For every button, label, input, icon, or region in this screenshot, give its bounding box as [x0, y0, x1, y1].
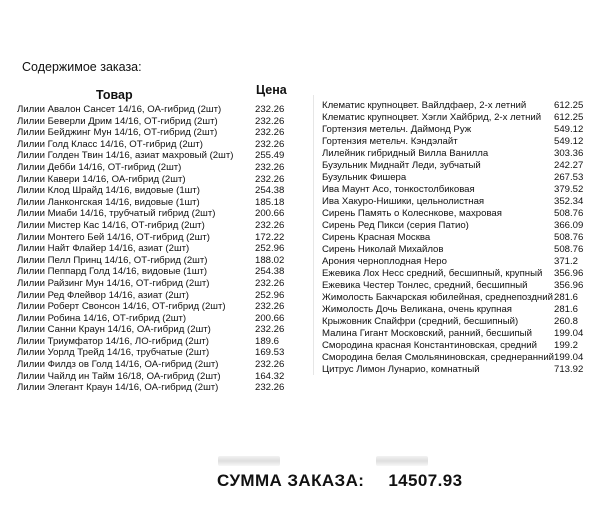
item-price: 232.26	[255, 127, 285, 139]
list-item	[17, 347, 297, 359]
list-item	[17, 266, 297, 278]
item-name: Ежевика Лох Несс средний, бесшипный, крупный	[322, 268, 543, 279]
list-item	[322, 196, 584, 208]
list-item	[17, 301, 297, 313]
list-item	[17, 232, 297, 244]
item-price: 232.26	[255, 219, 285, 231]
item-name: Жимолость Дочь Великана, очень крупная	[322, 304, 512, 315]
list-item	[17, 174, 297, 186]
item-name: Лилии Филдз ов Голд 14/16, ОА-гибрид (2шт)	[17, 359, 219, 371]
item-price: 254.38	[255, 185, 285, 197]
item-name: Ива Маунт Асо, тонкостолбиковая	[322, 184, 475, 195]
list-item	[322, 256, 584, 268]
left-item-list	[17, 104, 297, 394]
list-item	[322, 244, 584, 256]
item-price: 164.32	[255, 370, 285, 382]
item-name: Лилии Мистер Кас 14/16, ОТ-гибрид (2шт)	[17, 219, 205, 231]
item-name: Лилии Клод Шрайд 14/16, видовые (1шт)	[17, 185, 200, 197]
item-name: Малина Гигант Московский, ранний, бесшипый	[322, 328, 532, 339]
list-item	[17, 208, 297, 220]
list-item	[17, 185, 297, 197]
list-item	[322, 352, 584, 364]
list-item	[17, 313, 297, 325]
item-price: 612.25	[554, 112, 584, 123]
list-item	[322, 268, 584, 280]
list-item	[322, 184, 584, 196]
item-name: Клематис крупноцвет. Хэгли Хайбрид, 2-х летний	[322, 112, 542, 123]
list-item	[322, 280, 584, 292]
item-price: 252.96	[255, 243, 285, 255]
item-price: 232.26	[255, 104, 285, 115]
list-item	[322, 304, 584, 316]
item-price: 356.96	[554, 268, 584, 279]
list-item	[17, 104, 297, 116]
item-name: Лилии Дебби 14/16, ОТ-гибрид (2шт)	[17, 161, 182, 173]
item-name: Лилии Найт Флайер 14/16, азиат (2шт)	[17, 243, 190, 255]
item-name: Лилии Ланконгская 14/16, видовые (1шт)	[17, 196, 200, 208]
scan-smudge	[218, 456, 280, 466]
item-price: 199.04	[554, 352, 584, 363]
item-price: 232.26	[255, 277, 285, 289]
list-item	[322, 292, 584, 304]
item-name: Сирень Память о Колеснкове, махровая	[322, 208, 502, 219]
list-item	[17, 324, 297, 336]
list-item	[17, 116, 297, 128]
list-item	[322, 160, 584, 172]
list-item	[322, 124, 584, 136]
item-price: 232.26	[255, 138, 285, 150]
item-price: 508.76	[554, 232, 584, 243]
item-name: Лилии Голд Класс 14/16, ОТ-гибрид (2шт)	[17, 138, 203, 150]
item-price: 356.96	[554, 280, 584, 291]
list-item	[322, 328, 584, 340]
list-item	[17, 371, 297, 383]
item-price: 199.04	[554, 328, 584, 339]
item-price: 232.26	[255, 382, 285, 394]
item-price: 232.26	[255, 301, 285, 313]
item-name: Лилии Голден Твин 14/16, азиат махровый (2шт)	[17, 150, 234, 162]
item-name: Гортензия метельч. Кэндэлайт	[322, 136, 458, 147]
item-name: Ежевика Честер Тонлес, средний, бесшипный	[322, 280, 528, 291]
item-price: 549.12	[554, 136, 584, 147]
list-item	[17, 150, 297, 162]
item-price: 371.2	[554, 256, 579, 267]
list-item	[322, 220, 584, 232]
item-price: 508.76	[554, 244, 584, 255]
item-name: Клематис крупноцвет. Вайлдфаер, 2-х летний	[322, 100, 527, 111]
item-name: Ива Хакуро-Нишики, цельнолистная	[322, 196, 485, 207]
item-name: Лилии Триумфатор 14/16, ЛО-гибрид (2шт)	[17, 335, 209, 347]
item-name: Лилии Райзинг Мун 14/16, ОТ-гибрид (2шт)	[17, 277, 210, 289]
list-item	[17, 220, 297, 232]
list-item	[322, 100, 584, 112]
item-price: 172.22	[255, 231, 285, 243]
item-name: Лилии Бейджинг Мун 14/16, ОТ-гибрид (2шт)	[17, 127, 218, 139]
item-name: Лилии Элегант Краун 14/16, ОА-гибрид (2шт)	[17, 382, 219, 394]
column-divider	[313, 95, 314, 375]
item-price: 242.27	[554, 160, 584, 171]
item-price: 366.09	[554, 220, 584, 231]
list-item	[17, 197, 297, 209]
list-item	[17, 243, 297, 255]
item-price: 260.8	[554, 316, 579, 327]
item-name: Лилии Ред Флейвор 14/16, азиат (2шт)	[17, 289, 189, 301]
list-item	[322, 148, 584, 160]
item-name: Сирень Красная Москва	[322, 232, 431, 243]
item-name: Лилии Роберт Свонсон 14/16, ОТ-гибрид (2шт)	[17, 301, 226, 313]
item-name: Сирень Николай Михайлов	[322, 244, 444, 255]
item-price: 303.36	[554, 148, 584, 159]
item-price: 352.34	[554, 196, 584, 207]
item-price: 612.25	[554, 100, 584, 111]
list-item	[322, 316, 584, 328]
item-name: Сирень Ред Пикси (серия Патио)	[322, 220, 469, 231]
list-item	[322, 364, 584, 376]
item-price: 254.38	[255, 266, 285, 278]
list-item	[17, 359, 297, 371]
item-price: 232.26	[255, 324, 285, 336]
list-item	[17, 139, 297, 151]
order-total-label: СУММА ЗАКАЗА:	[217, 471, 365, 490]
item-price: 252.96	[255, 289, 285, 301]
item-price: 255.49	[255, 150, 285, 162]
list-item	[17, 382, 297, 394]
item-name: Лилии Санни Краун 14/16, ОА-гибрид (2шт)	[17, 324, 211, 336]
item-price: 199.2	[554, 340, 579, 351]
item-name: Лилии Пелл Принц 14/16, ОТ-гибрид (2шт)	[17, 254, 208, 266]
item-name: Лилии Миаби 14/16, трубчатый гибрид (2шт)	[17, 208, 216, 220]
item-price: 508.76	[554, 208, 584, 219]
item-name: Смородина белая Смольяниновская, среднеранний	[322, 352, 555, 363]
list-item	[322, 208, 584, 220]
item-price: 713.92	[554, 364, 584, 375]
list-item	[322, 136, 584, 148]
item-price: 379.52	[554, 184, 584, 195]
item-price: 189.6	[255, 335, 280, 347]
list-item	[322, 340, 584, 352]
item-name: Лилии Чайлд ин Тайм 16/18, ОА-гибрид (2шт)	[17, 370, 221, 382]
item-name: Крыжовник Спайфри (средний, бесшипный)	[322, 316, 519, 327]
list-item	[17, 290, 297, 302]
item-name: Лилии Робина 14/16, ОТ-гибрид (2шт)	[17, 312, 187, 324]
item-price: 281.6	[554, 304, 579, 315]
order-total-value: 14507.93	[388, 471, 463, 490]
item-price: 232.26	[255, 161, 285, 173]
item-name: Жимолость Бакчарская юбилейная, среднепоздний	[322, 292, 553, 303]
list-item	[17, 336, 297, 348]
order-title: Содержимое заказа:	[22, 60, 142, 74]
item-price: 188.02	[255, 254, 285, 266]
item-price: 549.12	[554, 124, 584, 135]
item-price: 232.26	[255, 115, 285, 127]
right-item-list	[322, 100, 584, 376]
item-price: 281.6	[554, 292, 579, 303]
scan-smudge	[376, 456, 428, 466]
item-name: Лилии Беверли Дрим 14/16, ОТ-гибрид (2шт)	[17, 115, 218, 127]
item-price: 169.53	[255, 347, 285, 359]
order-total	[217, 471, 462, 491]
item-name: Гортензия метельч. Даймонд Руж	[322, 124, 472, 135]
item-name: Бузульник Миднайт Леди, зубчатый	[322, 160, 481, 171]
item-name: Лилии Авалон Сансет 14/16, ОА-гибрид (2шт)	[17, 104, 222, 115]
item-name: Бузульник Фишера	[322, 172, 407, 183]
item-price: 267.53	[554, 172, 584, 183]
list-item	[17, 278, 297, 290]
list-item	[322, 112, 584, 124]
item-name: Лилии Пеппард Голд 14/16, видовые (1шт)	[17, 266, 208, 278]
item-name: Цитрус Лимон Лунарио, комнатный	[322, 364, 480, 375]
item-price: 232.26	[255, 173, 285, 185]
list-item	[17, 127, 297, 139]
item-price: 185.18	[255, 196, 285, 208]
list-item	[17, 255, 297, 267]
item-name: Смородина красная Константиновская, средний	[322, 340, 537, 351]
item-name: Лилейник гибридный Вилла Ванилла	[322, 148, 489, 159]
list-item	[17, 162, 297, 174]
header-price: Цена	[256, 83, 287, 97]
item-price: 232.26	[255, 359, 285, 371]
item-name: Арония черноплодная Неро	[322, 256, 447, 267]
list-item	[322, 172, 584, 184]
item-name: Лилии Уорлд Трейд 14/16, трубчатые (2шт)	[17, 347, 210, 359]
item-price: 200.66	[255, 208, 285, 220]
header-product: Товар	[96, 88, 133, 102]
item-name: Лилии Кавери 14/16, ОА-гибрид (2шт)	[17, 173, 186, 185]
item-name: Лилии Монтего Бей 14/16, ОТ-гибрид (2шт)	[17, 231, 210, 243]
item-price: 200.66	[255, 312, 285, 324]
list-item	[322, 232, 584, 244]
